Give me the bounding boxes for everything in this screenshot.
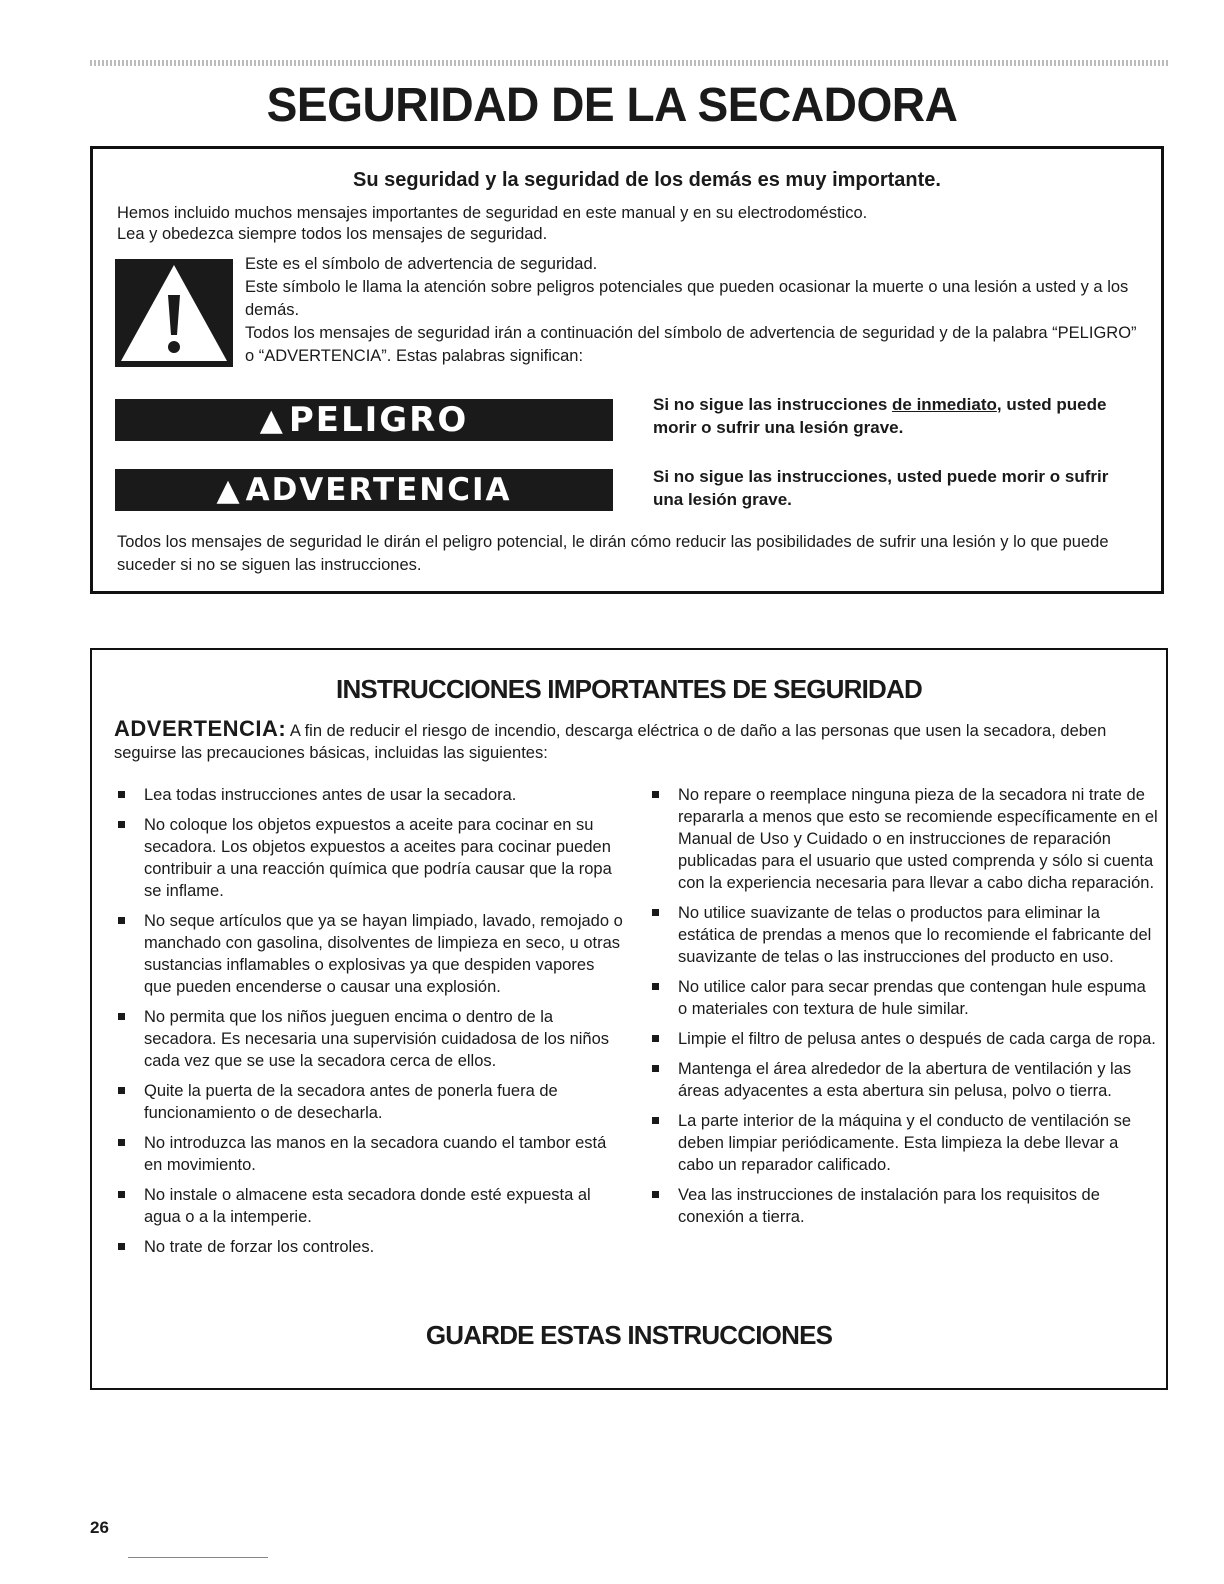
safety-subhead: Su seguridad y la seguridad de los demás es muy importante. [353,169,941,191]
danger-label: PELIGRO [288,400,469,440]
alert-triangle-icon: ▲ [259,402,285,438]
danger-banner [115,399,613,441]
symbol-line: Este símbolo le llama la atención sobre peligros potenciales que pueden ocasionar la muerte o una lesión a usted y a los demás. [245,278,1129,319]
bullet-icon [652,791,659,798]
bullet-icon [652,909,659,916]
symbol-explanation [245,253,1145,368]
list-item: Vea las instrucciones de instalación para los requisitos de conexión a tierra. [648,1184,1158,1228]
bullet-icon [652,1117,659,1124]
top-decorative-rule [90,60,1170,66]
bottom-decorative-line [128,1557,268,1558]
list-item: No coloque los objetos expuestos a aceite para cocinar en su secadora. Los objetos expuestos a aceites para cocinar pueden contribuir a una reacción química que podría causar que la ropa se inflame. [114,814,626,902]
safety-message-box [90,146,1164,594]
list-item: No introduzca las manos en la secadora cuando el tambor está en movimiento. [114,1132,626,1176]
bullet-icon [652,1065,659,1072]
list-item: No instale o almacene esta secadora donde esté expuesta al agua o a la intemperie. [114,1184,626,1228]
warning-banner [115,469,613,511]
list-item: Quite la puerta de la secadora antes de ponerla fuera de funcionamiento o de desecharla. [114,1080,626,1124]
list-item: No repare o reemplace ninguna pieza de la secadora ni trate de repararla a menos que esto se recomiende específicamente en el Manual de Uso y Cuidado o en instrucciones de reparación publicadas para el usuario que usted comprenda y sólo si cuenta con la experiencia necesaria para llevar a cabo dicha reparación. [648,784,1158,894]
bullet-icon [652,983,659,990]
list-item: No utilice suavizante de telas o productos para eliminar la estática de prendas a menos que lo recomiende el fabricante del suavizante de telas o las instrucciones del producto en uso. [648,902,1158,968]
instructions-title: INSTRUCCIONES IMPORTANTES DE SEGURIDAD [336,674,922,704]
bullet-icon [118,1087,125,1094]
instructions-warning [114,718,1144,764]
warning-description: Si no sigue las instrucciones, usted puede morir o sufrir una lesión grave. [653,467,1109,509]
bullet-icon [652,1035,659,1042]
bullet-icon [118,821,125,828]
alert-triangle-icon: ▲ [216,472,242,508]
warning-keyword: ADVERTENCIA: [114,716,287,741]
page-title: SEGURIDAD DE LA SECADORA [266,79,958,132]
bullet-icon [118,917,125,924]
important-instructions-box [90,648,1168,1390]
warning-label: ADVERTENCIA [245,472,512,508]
safety-alert-symbol-icon [115,259,233,367]
danger-text-end: , usted puede morir o sufrir una lesión grave. [653,395,1107,437]
warning-text: A fin de reducir el riesgo de incendio, descarga eléctrica o de daño a las personas que usen la secadora, deben seguirse las precauciones básicas, incluidas las siguientes: [114,722,1107,762]
intro-line: Hemos incluido muchos mensajes importantes de seguridad en este manual y en su electrodoméstico. [117,204,868,222]
bullet-icon [118,791,125,798]
bullet-icon [118,1191,125,1198]
symbol-line: Todos los mensajes de seguridad irán a continuación del símbolo de advertencia de seguridad y de la palabra “PELIGRO” o “ADVERTENCIA”. Estas palabras significan: [245,324,1137,365]
page-number: 26 [90,1518,109,1537]
safety-outro: Todos los mensajes de seguridad le dirán el peligro potencial, le dirán cómo reducir las posibilidades de sufrir una lesión y lo que puede suceder si no se siguen las instrucciones. [117,533,1109,574]
intro-line: Lea y obedezca siempre todos los mensajes de seguridad. [117,225,548,243]
danger-description [653,393,1143,439]
list-item: Lea todas instrucciones antes de usar la secadora. [114,784,626,806]
instructions-list-right [648,784,1158,1236]
list-item: Mantenga el área alrededor de la abertura de ventilación y las áreas adyacentes a esta abertura sin pelusa, polvo o tierra. [648,1058,1158,1102]
save-instructions-title: GUARDE ESTAS INSTRUCCIONES [425,1320,833,1350]
list-item: No permita que los niños jueguen encima o dentro de la secadora. Es necesaria una supervisión cuidadosa de los niños cada vez que se use la secadora cerca de ellos. [114,1006,626,1072]
bullet-icon [118,1243,125,1250]
list-item: La parte interior de la máquina y el conducto de ventilación se deben limpiar periódicamente. Esta limpieza la debe llevar a cabo un reparador calificado. [648,1110,1158,1176]
danger-text-start: Si no sigue las instrucciones [653,395,893,414]
bullet-icon [118,1013,125,1020]
symbol-line: Este es el símbolo de advertencia de seguridad. [245,255,598,273]
bullet-icon [118,1139,125,1146]
list-item: No utilice calor para secar prendas que contengan hule espuma o materiales con textura de hule similar. [648,976,1158,1020]
instructions-list-left [114,784,626,1266]
bullet-icon [652,1191,659,1198]
list-item: No trate de forzar los controles. [114,1236,626,1258]
list-item: Limpie el filtro de pelusa antes o después de cada carga de ropa. [648,1028,1158,1050]
danger-text-emphasis: de inmediato [892,395,997,414]
safety-intro [117,203,1117,245]
list-item: No seque artículos que ya se hayan limpiado, lavado, remojado o manchado con gasolina, disolventes de limpieza en seco, u otras sustancias inflamables o explosivas ya que despiden vapores que pueden encenderse o causar una explosión. [114,910,626,998]
